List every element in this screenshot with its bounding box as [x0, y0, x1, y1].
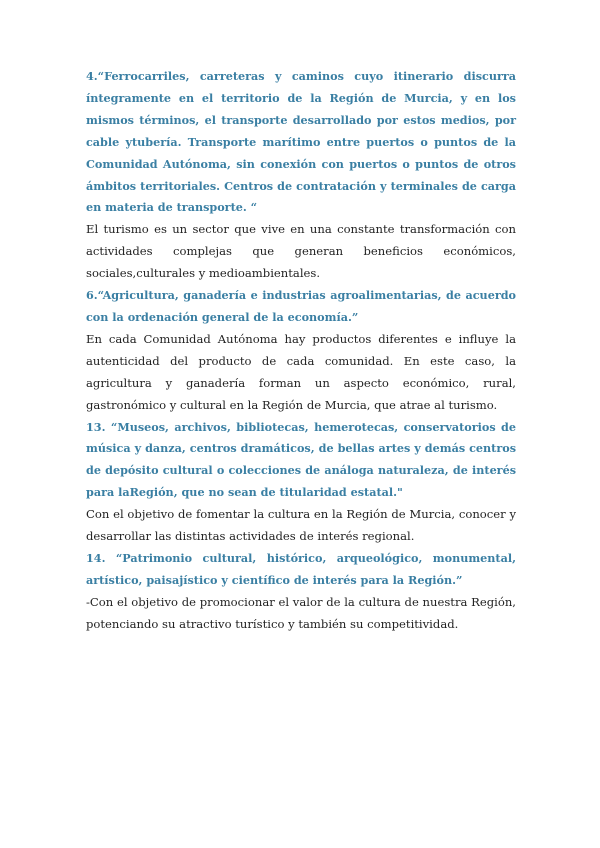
agriculture-paragraph: En cada Comunidad Autónoma hay productos diferentes e influye la autenticidad del producto de cada comunidad. En este caso, la agricultura y ganadería forman un aspecto económico, rural, gastronómico y cultural en la Región de Murcia, que atrae al turismo.: [86, 331, 516, 412]
section-6-heading: 6.“Agricultura, ganadería e industrias agroalimentarias, de acuerdo con la ordenación general de la economía.”: [86, 288, 516, 324]
section-14-heading: 14. “Patrimonio cultural, histórico, arqueológico, monumental, artístico, paisajístico y científico de interés para la Región.”: [86, 550, 516, 587]
heritage-paragraph: -Con el objetivo de promocionar el valor de la cultura de nuestra Región, potenciando su atractivo turístico y también su competitividad.: [86, 594, 516, 631]
section-4-heading: 4.“Ferrocarriles, carreteras y caminos cuyo itinerario discurra íntegramente en el territorio de la Región de Murcia, y en los mismos términos, el transporte desarrollado por estos medios, por cable ytubería. Transporte marítimo entre puertos o puntos de la Comunidad Autónoma, sin conexión con puertos o puntos de otros ámbitos territoriales. Centros de contratación y terminales de carga en materia de transporte. “: [86, 69, 516, 215]
document-page: [86, 66, 516, 636]
tourism-paragraph: El turismo es un sector que vive en una constante transformación con actividades complejas que generan beneficios económicos, sociales,culturales y medioambientales.: [86, 222, 516, 281]
section-13-heading: 13. “Museos, archivos, bibliotecas, hemerotecas, conservatorios de música y danza, centros dramáticos, de bellas artes y demás centros de depósito cultural o colecciones de análoga naturaleza, de interés para laRegión, que no sean de titularidad estatal.": [86, 419, 516, 500]
culture-paragraph: Con el objetivo de fomentar la cultura en la Región de Murcia, conocer y desarrollar las distintas actividades de interés regional.: [86, 507, 516, 544]
